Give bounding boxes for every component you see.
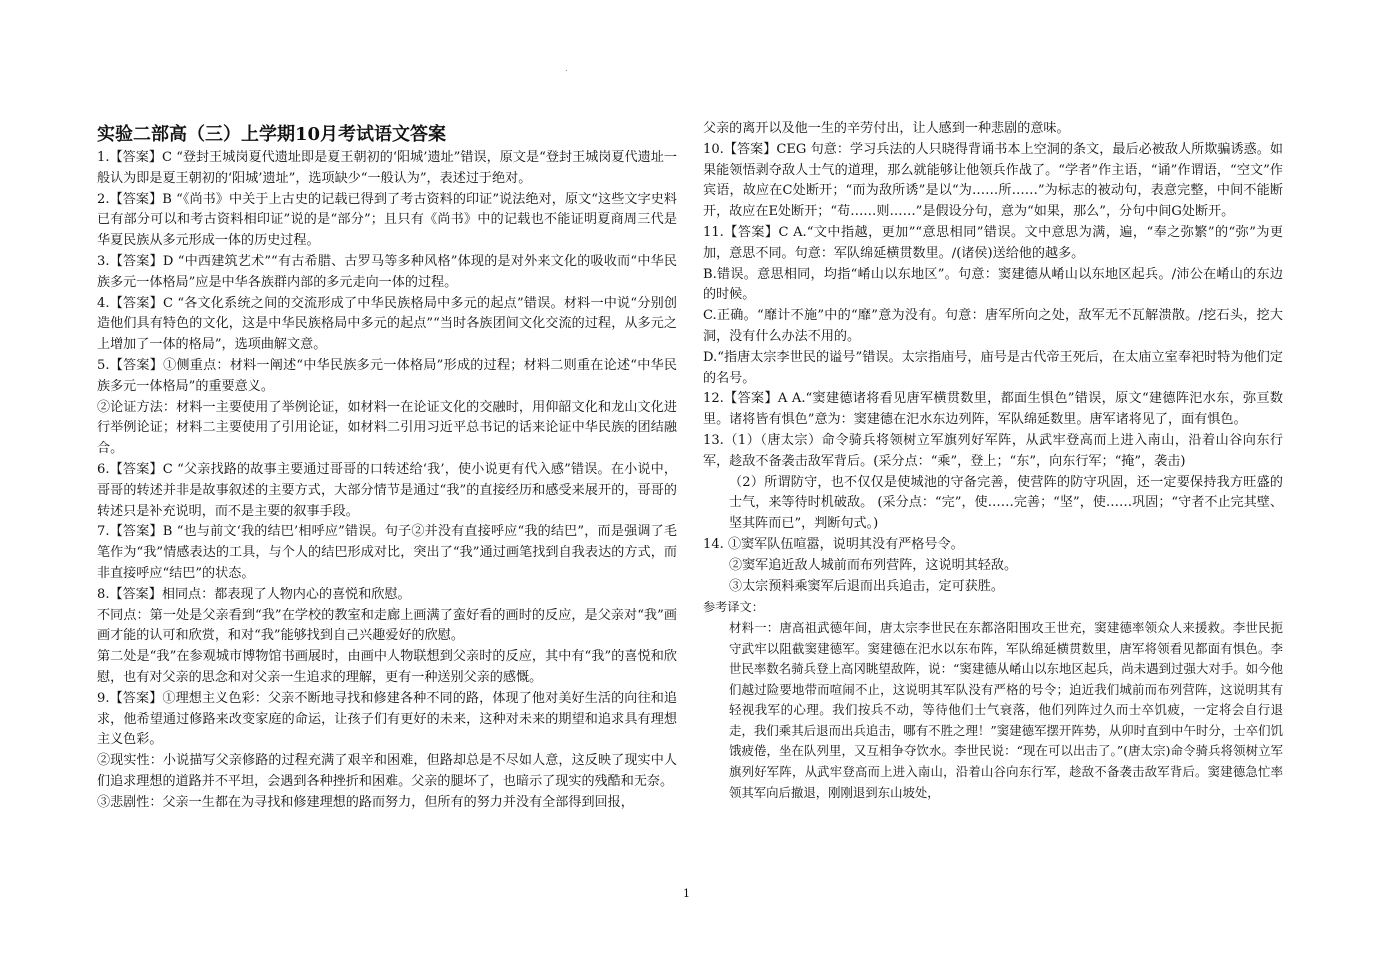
- answer-3: 3.【答案】D “中西建筑艺术”“有古希腊、古罗马等多种风格”体现的是对外来文化的吸收而“中华民族多元一体格局”应是中华各族群内部的多元走向一体的过程。: [97, 253, 677, 290]
- answer-5-part-1: 5.【答案】①侧重点：材料一阐述“中华民族多元一体格局”形成的过程；材料二则重在论述“中华民族多元一体格局”的重要意义。: [97, 357, 677, 394]
- answer-14: 14. ①窦军队伍喧嚣，说明其没有严格号令。: [703, 536, 964, 552]
- answer-1: 1.【答案】C “登封王城岗夏代遗址即是夏王朝初的‘阳城’遗址”错误，原文是“登封王城岗夏代遗址一般认为即是夏王朝初的‘阳城’遗址”，选项缺少“一般认为”，表述过于绝对。: [97, 150, 677, 186]
- answer-2: 2.【答案】B “《尚书》中关于上古史的记载已得到了考古资料的印证”说法绝对，原文“这些文字史料已有部分可以和考古资料相印证”说的是“部分”；且只有《尚书》中的记载也不能证明夏商周三代是华夏民族从多元形成一体的历史过程。: [97, 191, 677, 249]
- answer-11-a: 11.【答案】C A.“文中指越，更加”“意思相同”错误。文中意思为满，遍，“奉之弥繁”的“弥”为更加，意思不同。句意：军队绵延横贯数里。/(诸侯)送给他的越多。: [703, 224, 1283, 261]
- answer-14-point-3: ③太宗预料乘窦军后退而出兵追击，定可获胜。: [729, 578, 1004, 594]
- answer-13-part-1: 13.（1）（唐太宗）命令骑兵将领树立军旗列好军阵，从武牢登高而上进入南山，沿着山谷向东行军，趁敌不备袭击敌军背后。(采分点：“乘”，登上；“东”，向东行军；“掩”，袭击): [703, 432, 1283, 469]
- page-title: 实验二部高（三）上学期10月考试语文答案: [97, 124, 447, 145]
- answer-9-continued: 父亲的离开以及他一生的辛劳付出，让人感到一种悲剧的意味。: [703, 121, 1070, 136]
- answer-12: 12.【答案】A A.“窦建德诸将看见唐军横贯数里，都面生惧色”错误，原文“建德阵汜水东，弥亘数里。诸将皆有惧色”意为：窦建德在汜水东边列阵，军队绵延数里。唐军诸将见了，面有惧色。: [703, 391, 1283, 428]
- answer-8-part-2: 不同点：第一处是父亲看到“我”在学校的教室和走廊上画满了蛮好看的画时的反应，是父亲对“我”画画才能的认可和欣赏，和对“我”能够找到自己兴趣爱好的欣慰。: [97, 607, 677, 644]
- answer-6: 6.【答案】C “父亲找路的故事主要通过哥哥的口转述给‘我’，使小说更有代入感”错误。在小说中，哥哥的转述并非是故事叙述的主要方式，大部分情节是通过“我”的直接经历和感受来展开的，哥哥的转述只是补充说明，而不是主要的叙事手段。: [97, 461, 677, 519]
- answer-11-d: D.“指唐太宗李世民的谥号”错误。太宗指庙号，庙号是古代帝王死后，在太庙立室奉祀时特为他们定的名号。: [703, 349, 1283, 386]
- answer-9-part-2: ②现实性：小说描写父亲修路的过程充满了艰辛和困难，但路却总是不尽如人意，这反映了现实中人们追求理想的道路并不平坦，会遇到各种挫折和困难。父亲的腿坏了，也暗示了现实的残酷和无奈。: [97, 753, 677, 789]
- answer-8-part-3: 第二处是“我”在参观城市博物馆书画展时，由画中人物联想到父亲时的反应，其中有“我”的喜悦和欣慰，也有对父亲的思念和对父亲一生追求的理解，更有一种送别父亲的感慨。: [97, 649, 677, 685]
- left-column: [97, 122, 677, 814]
- answer-7: 7.【答案】B “也与前文‘我的结巴’相呼应”错误。句子②并没有直接呼应“我的结巴”，而是强调了毛笔作为“我”情感表达的工具，与个人的结巴形成对比，突出了“我”通过画笔找到自我表达的方式，而非直接呼应“结巴”的状态。: [97, 524, 677, 581]
- answer-11-c: C.正确。“靡计不施”中的“靡”意为没有。句意：唐军所向之处，敌军无不瓦解溃散。/挖石头，挖大洞，没有什么办法不用的。: [703, 308, 1283, 344]
- translation-text: 材料一：唐高祖武德年间，唐太宗李世民在东都洛阳围攻王世充，窦建德率领众人来援救。李世民扼守武牢以阻截窦建德军。窦建德在汜水以东布阵，军队绵延横贯数里，唐军将领看见都面有惧色。李世民率数名骑兵登上高冈眺望敌阵，说：“窦建德从崤山以东地区起兵，尚未遇到过强大对手。如今他们越过险要地带而喧闹不止，这说明其军队没有严格的号令；迫近我们城前而布列营阵，这说明其有轻视我军的心理。我们按兵不动，等待他们士气衰落，他们列阵过久而士卒饥疲，一定将会自行退走，我们乘其后退而出兵追击，哪有不胜之理！”窦建德军摆开阵势，从卯时直到中午时分，士卒们饥饿疲倦，坐在队列里，又互相争夺饮水。李世民说：“现在可以出击了。”(唐太宗)命令骑兵将领树立军旗列好军阵，从武牢登高而上进入南山，沿着山谷向东行军，趁敌不备袭击敌军背后。窦建德急忙率领其军向后撤退，刚刚退到东山坡处，: [729, 619, 1283, 800]
- answer-9-part-1: 9.【答案】①理想主义色彩：父亲不断地寻找和修建各种不同的路，体现了他对美好生活的向往和追求，他希望通过修路来改变家庭的命运，让孩子们有更好的未来，这种对未来的期望和追求具有理想主义色彩。: [97, 690, 677, 748]
- answer-13-part-2: （2）所谓防守，也不仅仅是使城池的守备完善，使营阵的防守巩固，还一定要保持我方旺盛的士气，来等待时机破敌。 (采分点：“完”，使……完善；“坚”，使……巩固；“守者不止完其壁、坚其阵而已”，判断句式。): [729, 474, 1283, 532]
- answer-14-point-2: ②窦军追近敌人城前而布列营阵，这说明其轻敌。: [729, 557, 1018, 573]
- top-dot: .: [565, 64, 568, 74]
- answer-11-b: B.错误。意思相同，均指“崤山以东地区”。句意：窦建德从崤山以东地区起兵。/沛公在崤山的东边的时候。: [703, 266, 1283, 303]
- page-number: 1: [683, 887, 690, 900]
- answer-9-part-3: ③悲剧性：父亲一生都在为寻找和修建理想的路而努力，但所有的努力并没有全部得到回报，: [97, 794, 634, 810]
- answer-4: 4.【答案】C “各文化系统之间的交流形成了中华民族格局中多元的起点”错误。材料一中说“分别创造他们具有特色的文化，这是中华民族格局中多元的起点”“当时各族团间文化交流的过程，从多元之上增加了一体的格局”，选项曲解文意。: [97, 295, 677, 353]
- right-column: [703, 119, 1283, 803]
- answer-10: 10.【答案】CEG 句意：学习兵法的人只晓得背诵书本上空洞的条文，最后必被敌人所欺骗诱惑。如果能领悟剥夺敌人士气的道理，那么就能够让他领兵作战了。“学者”作主语，“诵”作谓语，“空文”作宾语，故应在C处断开；“而为敌所诱”是以“为……所……”为标志的被动句，表意完整，中间不能断开，故应在E处断开；“苟……则……”是假设分句，意为“如果，那么”，分句中间G处断开。: [703, 141, 1283, 220]
- translation-heading: 参考译文：: [703, 600, 764, 615]
- answer-5-part-2: ②论证方法：材料一主要使用了举例论证，如材料一在论证文化的交融时，用仰韶文化和龙山文化进行举例论证；材料二主要使用了引用论证，如材料二引用习近平总书记的话来论证中华民族的团结融合。: [97, 399, 677, 457]
- answer-8-part-1: 8.【答案】相同点：都表现了人物内心的喜悦和欣慰。: [97, 586, 411, 602]
